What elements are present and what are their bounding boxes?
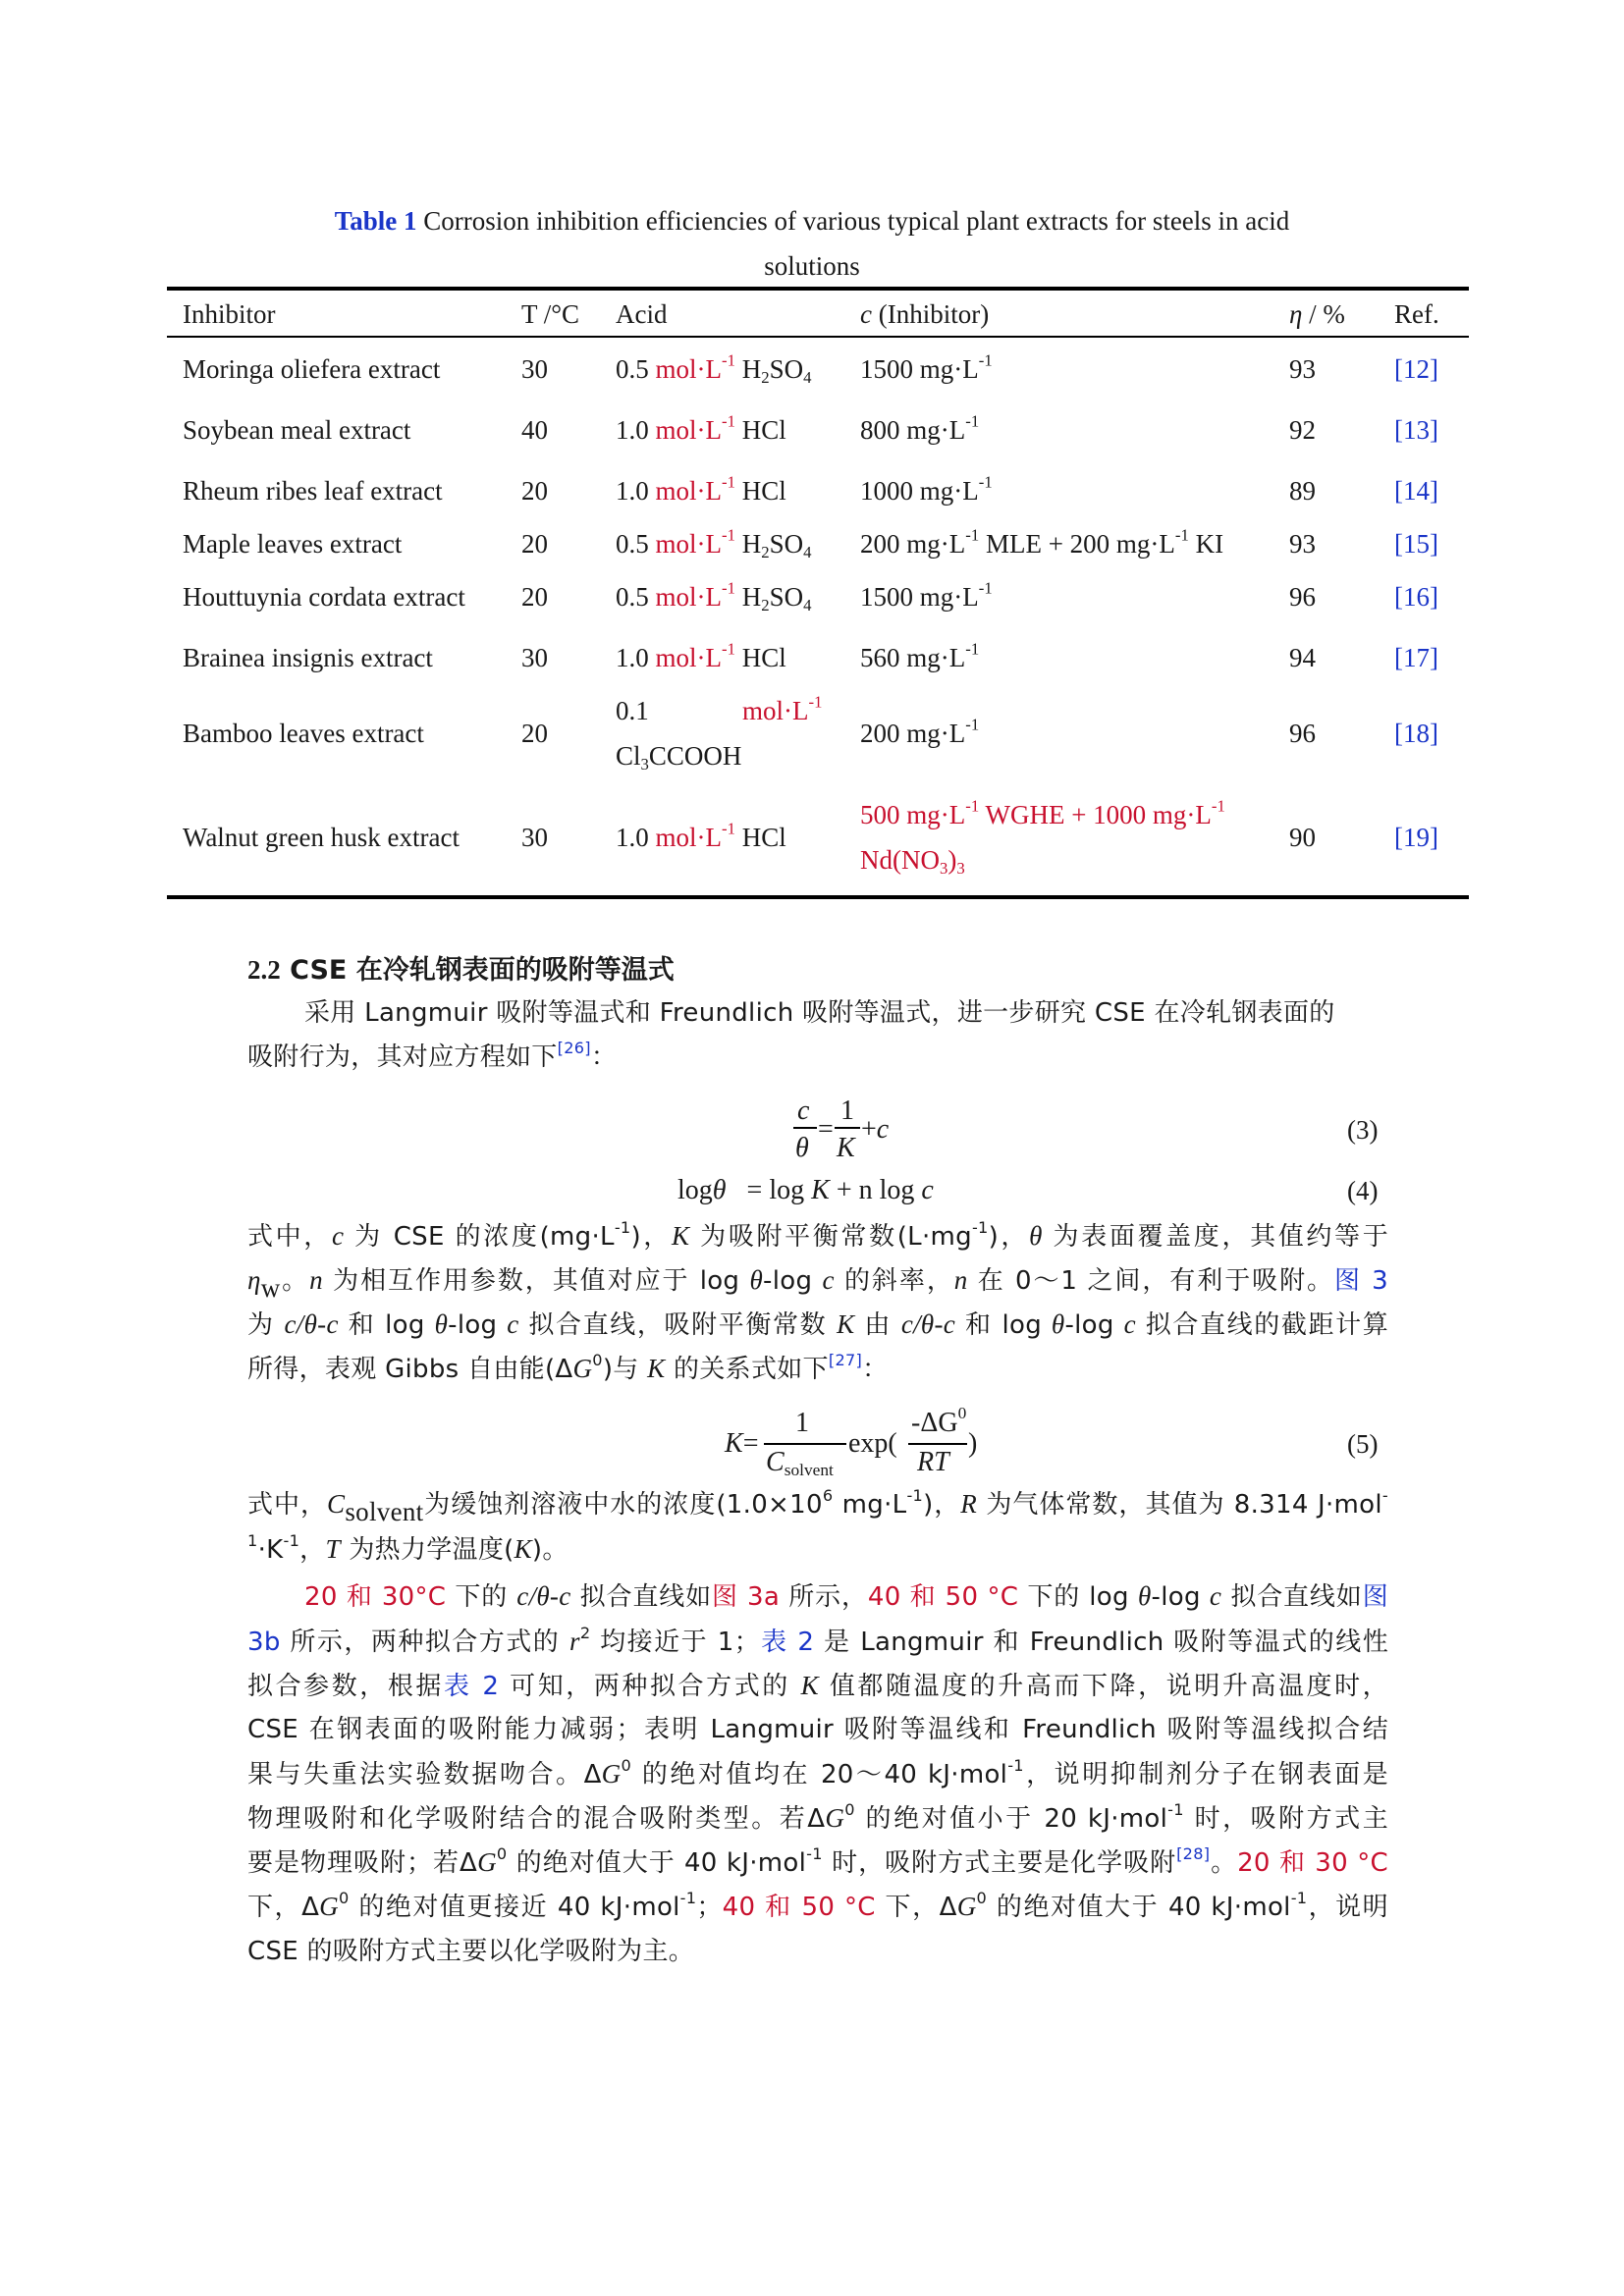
table-row-6-acid-name: $Cl_3CCOOH$ (616, 741, 742, 774)
table-row-0-eff: 93 (1289, 354, 1316, 384)
table-row-3-conc: 200 $mg\cdot L^{-1}$ MLE + 200 $mg\cdot L^{-1}$ KI (860, 525, 1224, 559)
table-row-3-eff: 93 (1289, 529, 1316, 559)
para4-line6: 物理吸附和化学吸附结合的混合吸附类型。若$\Delta G^0$ 的绝对值小于 20 kJ·mol$^{-1}$ 时，吸附方式主 (247, 1799, 1389, 1834)
table-row-5-ref[interactable]: [17] (1394, 643, 1438, 672)
para1-line2: 吸附行为，其对应方程如下[26]： (247, 1038, 618, 1072)
table-row-4-ref[interactable]: [16] (1394, 582, 1438, 612)
eq3-rhs-num: 1 (840, 1095, 854, 1126)
table-row-0-acid: 0.5 $mol\cdot L^{-1}$ $H_2SO_4$ (616, 350, 812, 388)
table-row-1-ref[interactable]: [13] (1394, 415, 1438, 445)
eq5-K: K= (725, 1428, 759, 1459)
table-row-4-inhibitor: Houttuynia cordata extract (183, 582, 465, 612)
table-row-4-temp: 20 (521, 582, 548, 612)
table-row-6-eff: 96 (1289, 719, 1316, 748)
eq4-number: (4) (1347, 1176, 1379, 1205)
eq5-number: (5) (1347, 1429, 1379, 1459)
section-heading: 2.2 CSE 在冷轧钢表面的吸附等温式 (247, 955, 675, 986)
table-row-5-eff: 94 (1289, 643, 1316, 672)
table-row-6-conc: 200 $mg\cdot L^{-1}$ (860, 715, 980, 748)
table-row-7-eff: 90 (1289, 823, 1316, 852)
header-acid: Acid (616, 299, 668, 329)
para4-line9: CSE 的吸附方式主要以化学吸附为主。 (247, 1937, 695, 1966)
para4-line2: 3b 所示，两种拟合方式的 $r^2$ 均接近于 1；表 2 是 Langmuir 和 Freundlich 吸附等温式的线性 (247, 1623, 1388, 1657)
table-row-1-acid: 1.0 $mol\cdot L^{-1}$ HCl (616, 411, 786, 445)
table-row-3-acid: 0.5 $mol\cdot L^{-1}$ $H_2SO_4$ (616, 525, 812, 562)
table-row-6-acid-unit: $mol\cdot L^{-1}$ (742, 692, 823, 725)
table-row-2-conc: 1000 $mg\cdot L^{-1}$ (860, 472, 993, 506)
table-row-7-inhibitor: Walnut green husk extract (183, 823, 460, 852)
table-row-6-inhibitor: Bamboo leaves extract (183, 719, 424, 748)
table-top-rule (167, 287, 1469, 291)
eq3-lhs-den: θ (795, 1133, 809, 1163)
table-row-3-inhibitor: Maple leaves extract (183, 529, 403, 559)
eq3-number: (3) (1347, 1115, 1379, 1145)
header-inhibitor: Inhibitor (183, 299, 276, 329)
link-fig-3a[interactable]: 图 3a (712, 1582, 781, 1612)
para3-line2: $^1\cdot K^{-1}$，T 为热力学温度(K)。 (247, 1530, 568, 1565)
eq5-den1: $C_{solvent}$ (766, 1447, 834, 1480)
table-row-3-ref[interactable]: [15] (1394, 529, 1438, 559)
table-row-7-conc-line2: $Nd(NO_3)_3$ (860, 845, 965, 879)
para4-line3: 拟合参数，根据表 2 可知，两种拟合方式的 K 值都随温度的升高而下降，说明升高温度时， (247, 1671, 1388, 1701)
table-caption-text: Corrosion inhibition efficiencies of various typical plant extracts for steels in acid (423, 206, 1290, 236)
eq4-expression: logθ = log K + n log c (677, 1175, 934, 1205)
eq5-close: ) (968, 1428, 978, 1459)
table-row-1-temp: 40 (521, 415, 548, 445)
table-row-2-ref[interactable]: [14] (1394, 476, 1438, 506)
table-row-5-temp: 30 (521, 643, 548, 672)
link-fig-3b-part2[interactable]: 3b (247, 1628, 281, 1657)
table-row-7-temp: 30 (521, 823, 548, 852)
table-row-5-inhibitor: Brainea insignis extract (183, 643, 433, 672)
table-row-6-temp: 20 (521, 719, 548, 748)
eq5-den2: RT (917, 1447, 949, 1477)
link-fig-3[interactable]: 图 3 (1334, 1266, 1389, 1296)
table-row-4-acid: 0.5 $mol\cdot L^{-1}$ $H_2SO_4$ (616, 578, 812, 615)
table-row-2-acid: 1.0 $mol\cdot L^{-1}$ HCl (616, 472, 786, 506)
table-row-4-eff: 96 (1289, 582, 1316, 612)
table-bottom-rule (167, 895, 1469, 899)
para4-line1: 20 和 30°C 下的 c/θ-c 拟合直线如图 3a 所示，40 和 50 °C 下的 log θ-log c 拟合直线如图 (304, 1581, 1388, 1612)
table-row-5-conc: 560 $mg\cdot L^{-1}$ (860, 639, 980, 672)
eq5-num2: $-\Delta G^0$ (911, 1403, 967, 1438)
table-row-1-eff: 92 (1289, 415, 1316, 445)
citation-27[interactable]: [27] (828, 1350, 863, 1369)
table-row-2-temp: 20 (521, 476, 548, 506)
header-ref: Ref. (1394, 299, 1439, 329)
table-row-0-inhibitor: Moringa oliefera extract (183, 354, 441, 384)
eq3-rhs-den: K (837, 1133, 855, 1163)
para3-line1: 式中，$C_{solvent}$为缓蚀剂溶液中水的浓度($1.0\times 10^6$ $mg\cdot L^{-1}$)，R 为气体常数，其值为 8.314 J·mol- (247, 1485, 1388, 1527)
table-row-2-eff: 89 (1289, 476, 1316, 506)
header-efficiency: η / % (1289, 299, 1345, 329)
table-caption (0, 199, 1624, 243)
link-fig-3b-part1[interactable]: 图 (1362, 1582, 1388, 1612)
table-row-0-temp: 30 (521, 354, 548, 384)
para4-line7: 要是物理吸附；若$\Delta G^0$ 的绝对值大于 40 kJ·mol$^{-1}$ 时，吸附方式主要是化学吸附[28]。20 和 30 °C (247, 1843, 1388, 1878)
header-temp: T /°C (521, 299, 580, 329)
para4-line5: 果与失重法实验数据吻合。$\Delta G^0$ 的绝对值均在 20～40 kJ·mol$^{-1}$，说明抑制剂分子在钢表面是 (247, 1755, 1388, 1789)
table-row-1-conc: 800 $mg\cdot L^{-1}$ (860, 411, 980, 445)
table-row-3-temp: 20 (521, 529, 548, 559)
table-row-2-inhibitor: Rheum ribes leaf extract (183, 476, 443, 506)
table-row-6-acid-num: 0.1 (616, 696, 649, 725)
table-row-1-inhibitor: Soybean meal extract (183, 415, 411, 445)
table-row-0-conc: 1500 $mg\cdot L^{-1}$ (860, 350, 993, 384)
eq5-num1: 1 (795, 1408, 809, 1438)
table-row-4-conc: 1500 $mg\cdot L^{-1}$ (860, 578, 993, 612)
header-concentration: c (Inhibitor) (860, 299, 990, 329)
para4-line4: CSE 在钢表面的吸附能力减弱；表明 Langmuir 吸附等温线和 Freundlich 吸附等温线拟合结 (247, 1715, 1388, 1744)
table-caption-line2: solutions (764, 251, 860, 281)
para2-line4: 所得，表观 Gibbs 自由能$(\Delta G^0)$与 K 的关系式如下[27]： (247, 1350, 889, 1384)
eq3-equals: = (818, 1114, 834, 1145)
para2-line3: 为 c/θ-c 和 log θ-log c 拟合直线，吸附平衡常数 K 由 c/θ-c 和 log θ-log c 拟合直线的截距计算 (247, 1309, 1389, 1340)
link-table-2-b[interactable]: 表 2 (444, 1672, 500, 1701)
table-row-7-conc-line1: 500 $mg\cdot L^{-1}$ WGHE + 1000 $mg\cdot L^{-1}$ (860, 796, 1225, 829)
table-row-7-ref[interactable]: [19] (1394, 823, 1438, 852)
citation-28[interactable]: [28] (1176, 1843, 1211, 1863)
table-row-7-acid: 1.0 $mol\cdot L^{-1}$ HCl (616, 819, 786, 852)
link-table-2[interactable]: 表 2 (759, 1628, 815, 1657)
para2-line1: 式中，c 为 CSE 的浓度$(mg\cdot L^{-1})$，K 为吸附平衡常数$(L\cdot mg^{-1})$，θ 为表面覆盖度，其值约等于 (247, 1217, 1389, 1252)
para1-line1: 采用 Langmuir 吸附等温式和 Freundlich 吸附等温式，进一步研究 CSE 在冷轧钢表面的 (304, 998, 1335, 1028)
eq3-plus: +c (861, 1114, 890, 1145)
table-row-6-ref[interactable]: [18] (1394, 719, 1438, 748)
para2-line2: $\eta_w$。n 为相互作用参数，其值对应于 log θ-log c 的斜率，n 在 0～1 之间，有利于吸附。图 3 (247, 1265, 1389, 1304)
citation-26[interactable]: [26] (557, 1038, 591, 1057)
table-header-rule (167, 336, 1469, 338)
eq3-lhs-num: c (797, 1095, 810, 1126)
para4-line8: 下，$\Delta G^0$ 的绝对值更接近 40 kJ·mol$^{-1}$；40 和 50 °C 下，$\Delta G^0$ 的绝对值大于 40 kJ·mol$^{-1}$，说明 (247, 1888, 1388, 1922)
table-label: Table 1 (334, 206, 417, 236)
eq5-exp: exp( (848, 1428, 897, 1459)
table-row-0-ref[interactable]: [12] (1394, 354, 1438, 384)
table-row-5-acid: 1.0 $mol\cdot L^{-1}$ HCl (616, 639, 786, 672)
